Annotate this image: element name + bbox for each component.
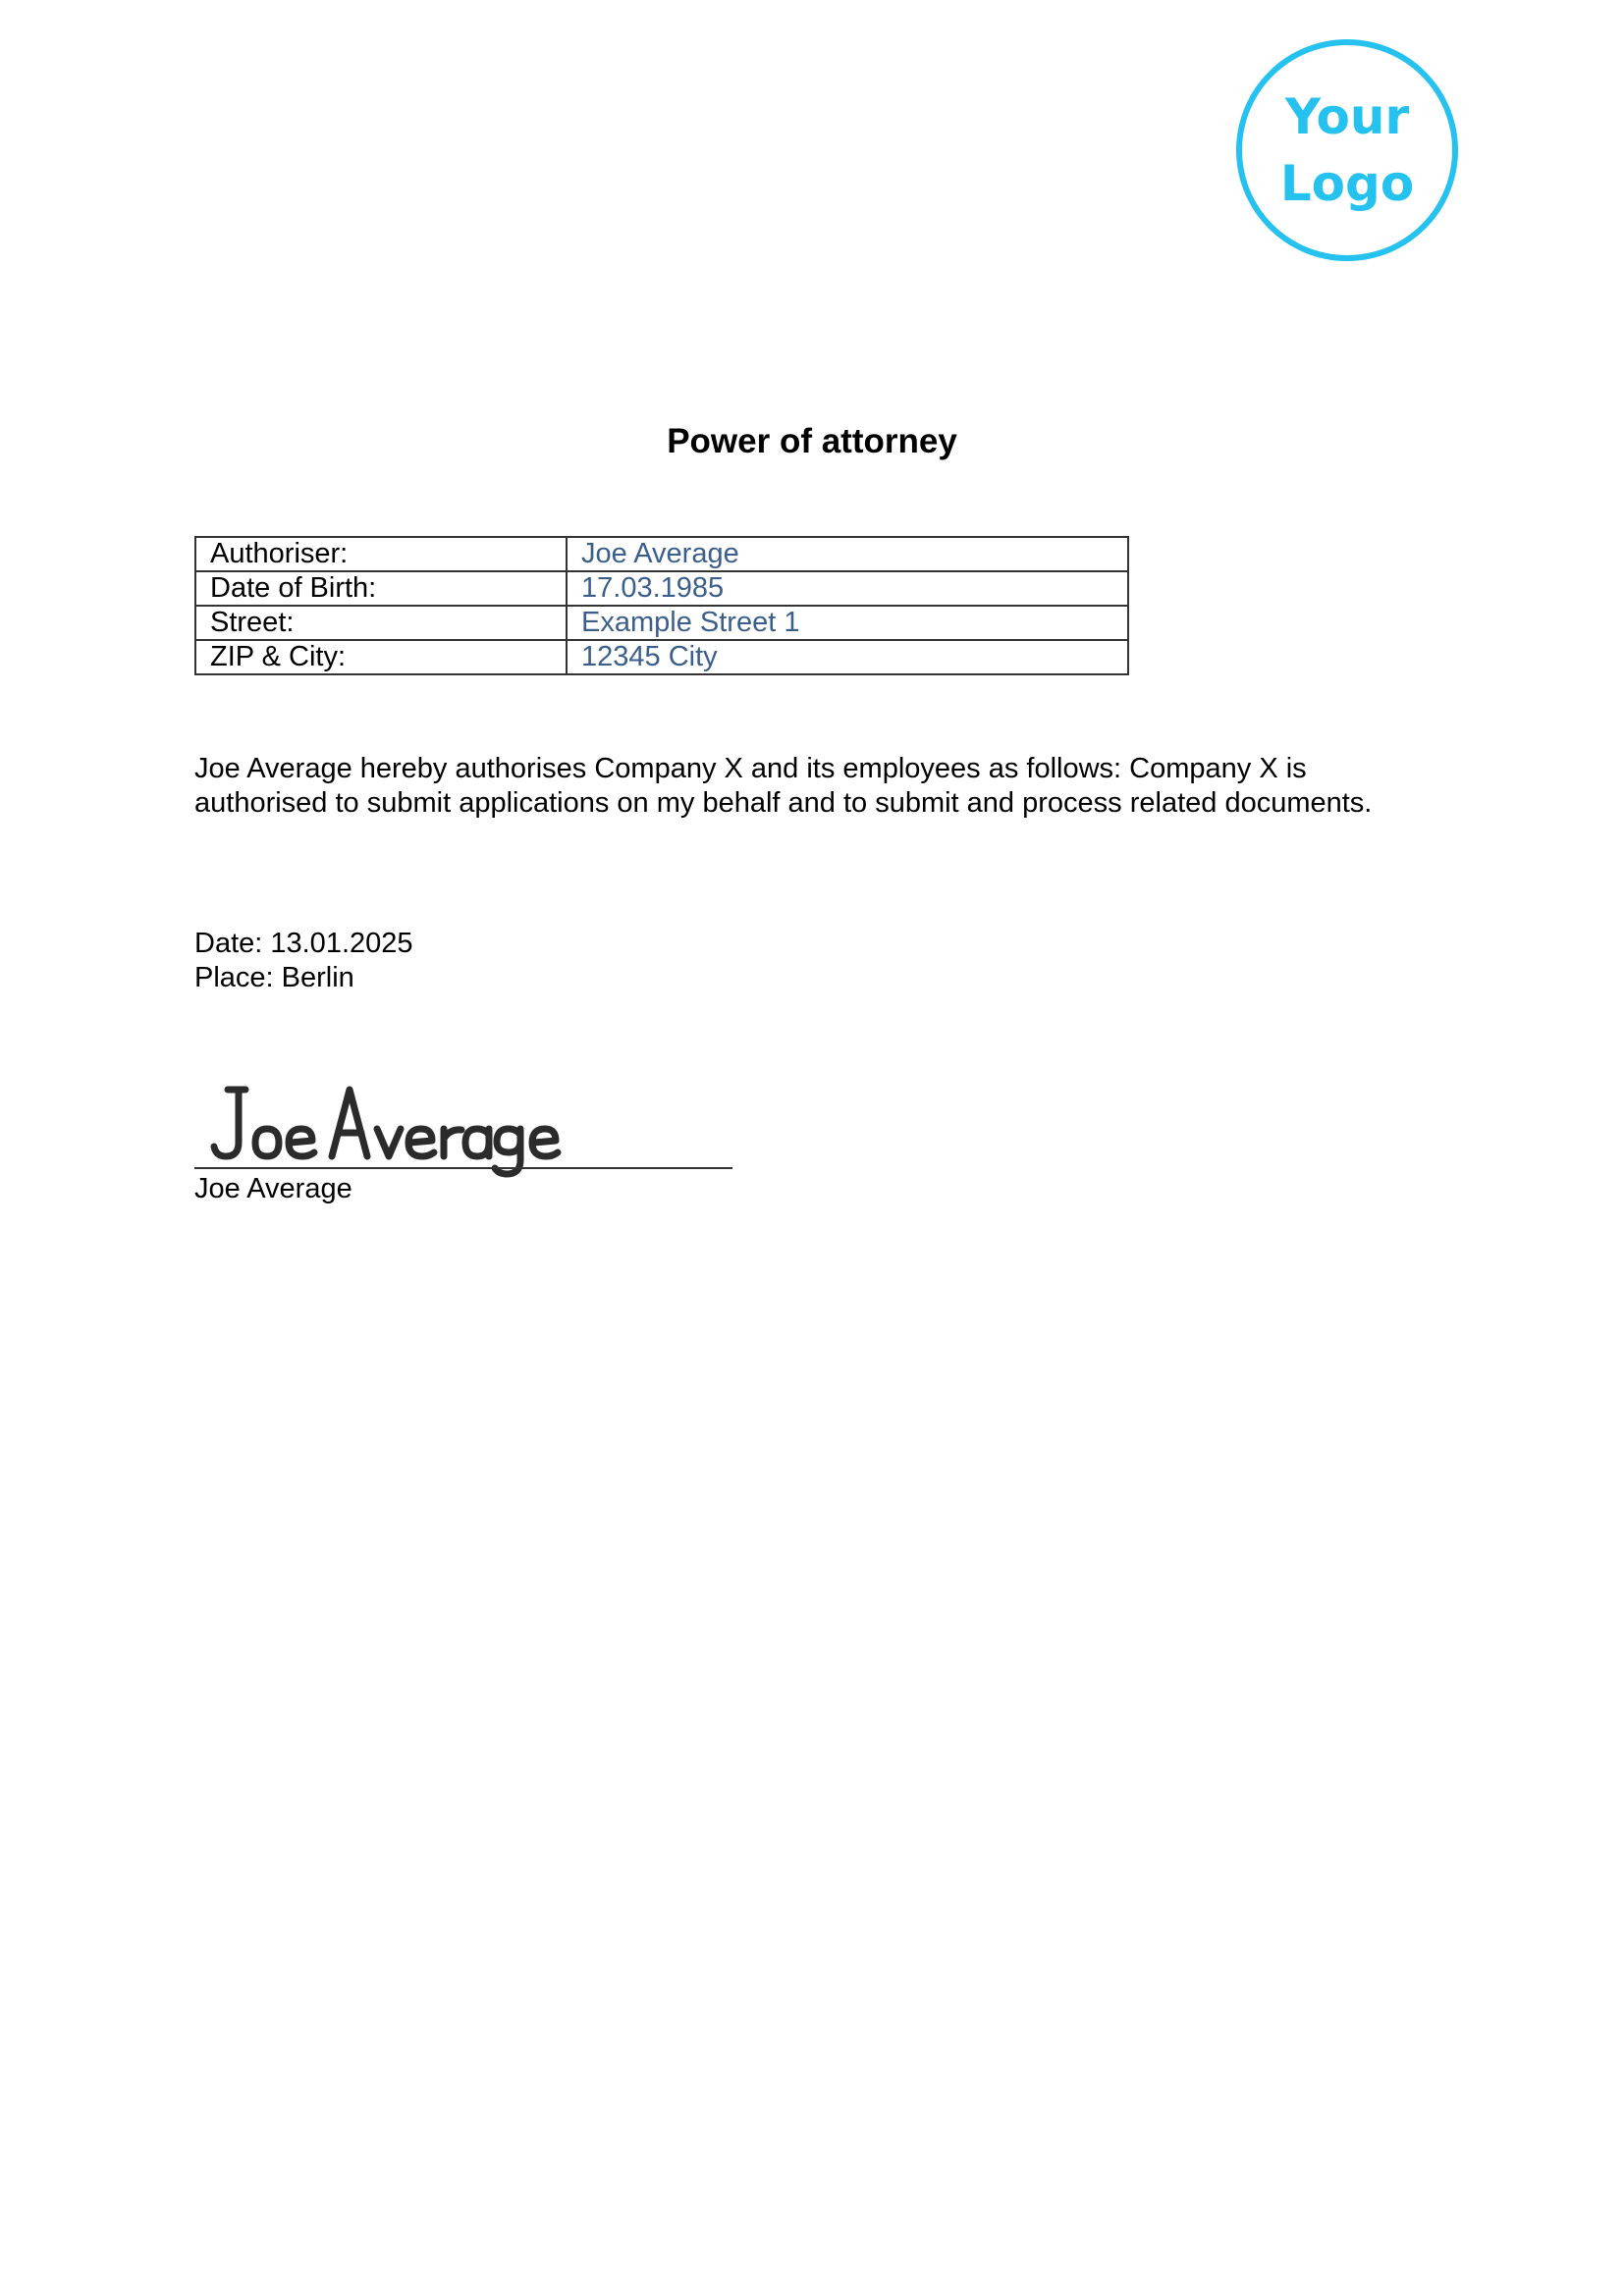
date-of-birth-value: 17.03.1985 (567, 571, 1128, 606)
authoriser-value: Joe Average (567, 537, 1128, 571)
date-of-birth-label: Date of Birth: (195, 571, 567, 606)
date-line: Date: 13.01.2025 (194, 928, 413, 959)
signature-line (194, 1167, 732, 1169)
logo-line-2: Logo (1279, 155, 1415, 212)
signer-name: Joe Average (194, 1173, 352, 1204)
company-logo (1236, 39, 1458, 261)
table-row (195, 537, 1128, 571)
table-row (195, 571, 1128, 606)
zip-city-value: 12345 City (567, 640, 1128, 674)
date-place-block (194, 927, 413, 995)
authoriser-label: Authoriser: (195, 537, 567, 571)
table-row (195, 606, 1128, 640)
street-label: Street: (195, 606, 567, 640)
authorisation-statement: Joe Average hereby authorises Company X and its employees as follows: Company X is authorised to submit applications on my behalf and to submit and process related documents. (194, 753, 1373, 819)
document-title: Power of attorney (667, 422, 957, 460)
place-line: Place: Berlin (194, 962, 354, 993)
zip-city-label: ZIP & City: (195, 640, 567, 674)
authoriser-details-table (194, 536, 1129, 675)
street-value: Example Street 1 (567, 606, 1128, 640)
table-row (195, 640, 1128, 674)
logo-text (1280, 83, 1414, 217)
logo-line-1: Your (1284, 88, 1410, 145)
